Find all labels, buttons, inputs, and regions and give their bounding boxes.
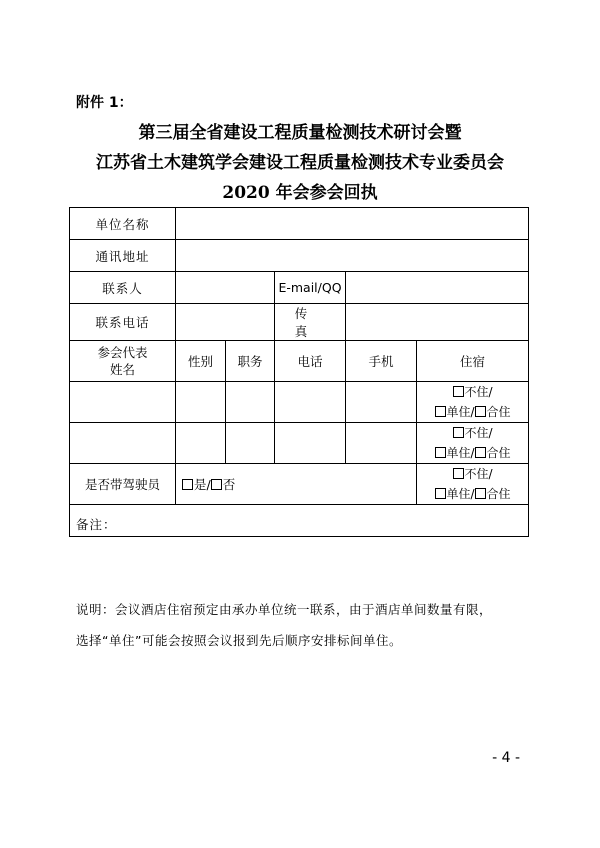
position-header: 职务 bbox=[226, 341, 275, 382]
fax-field[interactable] bbox=[346, 304, 529, 341]
title-line-1: 第三届全省建设工程质量检测技术研讨会暨 bbox=[138, 123, 462, 143]
remarks-field[interactable] bbox=[70, 505, 529, 537]
remarks-row bbox=[70, 505, 529, 537]
page-number: - 4 - bbox=[492, 750, 520, 766]
driver-yes-checkbox[interactable] bbox=[182, 479, 193, 490]
address-row bbox=[70, 240, 529, 272]
single-room-checkbox[interactable] bbox=[435, 406, 446, 417]
unit-name-row bbox=[70, 208, 529, 240]
shared-room-label: 合住 bbox=[486, 487, 511, 501]
attachment-label: 附件 1： bbox=[76, 95, 133, 111]
mobile-header: 手机 bbox=[346, 341, 417, 382]
lodging-header: 住宿 bbox=[417, 341, 529, 382]
single-room-label: 单住/ bbox=[446, 405, 475, 419]
email-field[interactable] bbox=[346, 272, 529, 304]
note-line-2: 选择“单住”可能会按照会议报到先后顺序安排标间单住。 bbox=[76, 633, 402, 648]
attendee-2-position-field[interactable] bbox=[226, 423, 275, 464]
fax-label: 传 真 bbox=[275, 304, 346, 341]
driver-options bbox=[176, 464, 417, 505]
attendee-row-2 bbox=[70, 423, 529, 464]
attendee-name-header-line1: 参会代表 bbox=[97, 345, 148, 360]
title-line-3: 2020 年会参会回执 bbox=[222, 183, 378, 203]
remarks-label: 备注： bbox=[76, 516, 117, 532]
no-lodging-label: 不住/ bbox=[464, 385, 493, 399]
attendee-2-telephone-field[interactable] bbox=[275, 423, 346, 464]
no-lodging-label: 不住/ bbox=[464, 467, 493, 481]
unit-name-field[interactable] bbox=[176, 208, 529, 240]
contact-field[interactable] bbox=[176, 272, 275, 304]
no-lodging-checkbox[interactable] bbox=[453, 386, 464, 397]
attendee-2-name-field[interactable] bbox=[70, 423, 176, 464]
attendee-1-position-field[interactable] bbox=[226, 382, 275, 423]
shared-room-checkbox[interactable] bbox=[475, 406, 486, 417]
no-lodging-label: 不住/ bbox=[464, 426, 493, 440]
phone-field[interactable] bbox=[176, 304, 275, 341]
phone-row bbox=[70, 304, 529, 341]
contact-row bbox=[70, 272, 529, 304]
attendee-2-gender-field[interactable] bbox=[176, 423, 226, 464]
phone-label: 联系电话 bbox=[70, 304, 176, 341]
registration-form-table bbox=[69, 207, 529, 537]
note-line-1: 说明：会议酒店住宿预定由承办单位统一联系，由于酒店单间数量有限， bbox=[76, 602, 493, 617]
driver-label: 是否带驾驶员 bbox=[70, 464, 176, 505]
single-room-label: 单住/ bbox=[446, 446, 475, 460]
single-room-checkbox[interactable] bbox=[435, 488, 446, 499]
attendee-header-row bbox=[70, 341, 529, 382]
address-field[interactable] bbox=[176, 240, 529, 272]
email-label: E-mail/QQ bbox=[275, 272, 346, 304]
unit-name-label: 单位名称 bbox=[70, 208, 176, 240]
attendee-1-mobile-field[interactable] bbox=[346, 382, 417, 423]
attendee-name-header bbox=[70, 341, 176, 382]
attendee-1-name-field[interactable] bbox=[70, 382, 176, 423]
driver-yes-label: 是/ bbox=[194, 477, 211, 492]
attendee-2-lodging-options bbox=[417, 423, 529, 464]
attendee-1-lodging-options bbox=[417, 382, 529, 423]
attendee-1-gender-field[interactable] bbox=[176, 382, 226, 423]
driver-no-checkbox[interactable] bbox=[211, 479, 222, 490]
address-label: 通讯地址 bbox=[70, 240, 176, 272]
attendee-name-header-line2: 姓名 bbox=[109, 362, 135, 377]
attendee-row-1 bbox=[70, 382, 529, 423]
driver-lodging-options bbox=[417, 464, 529, 505]
driver-no-label: 否 bbox=[222, 477, 236, 492]
shared-room-checkbox[interactable] bbox=[475, 447, 486, 458]
shared-room-label: 合住 bbox=[486, 446, 511, 460]
gender-header: 性别 bbox=[176, 341, 226, 382]
shared-room-label: 合住 bbox=[486, 405, 511, 419]
attendee-2-mobile-field[interactable] bbox=[346, 423, 417, 464]
telephone-header: 电话 bbox=[275, 341, 346, 382]
single-room-checkbox[interactable] bbox=[435, 447, 446, 458]
driver-row bbox=[70, 464, 529, 505]
single-room-label: 单住/ bbox=[446, 487, 475, 501]
contact-label: 联系人 bbox=[70, 272, 176, 304]
shared-room-checkbox[interactable] bbox=[475, 488, 486, 499]
attendee-1-telephone-field[interactable] bbox=[275, 382, 346, 423]
no-lodging-checkbox[interactable] bbox=[453, 427, 464, 438]
title-line-2: 江苏省土木建筑学会建设工程质量检测技术专业委员会 bbox=[96, 153, 504, 173]
no-lodging-checkbox[interactable] bbox=[453, 468, 464, 479]
